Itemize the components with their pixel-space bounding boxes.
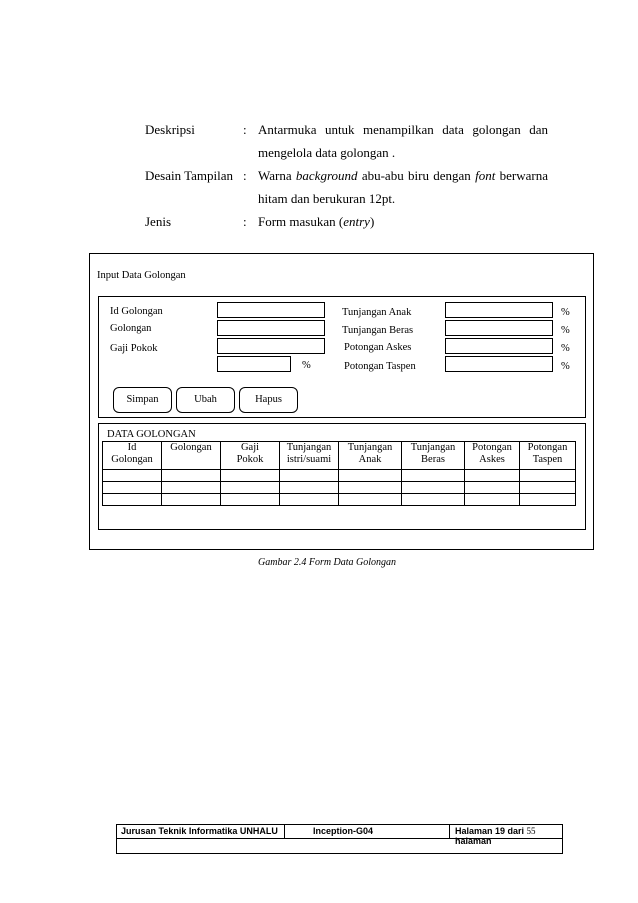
input-golongan[interactable] bbox=[217, 320, 325, 336]
header-potongan-taspen: Potongan Taspen bbox=[520, 442, 576, 470]
label-golongan: Golongan bbox=[110, 323, 152, 334]
figure-caption: Gambar 2.4 Form Data Golongan bbox=[258, 557, 397, 568]
percent-sign: % bbox=[561, 307, 570, 318]
percent-sign: % bbox=[561, 343, 570, 354]
input-gaji-pokok-percent[interactable] bbox=[217, 356, 291, 372]
edit-button[interactable]: Ubah bbox=[176, 387, 235, 413]
percent-sign: % bbox=[561, 361, 570, 372]
input-potongan-taspen[interactable] bbox=[445, 356, 553, 372]
percent-sign: % bbox=[302, 360, 311, 371]
desc-text-desain-line1: Warna background abu-abu biru dengan font berwarna bbox=[258, 168, 548, 183]
label-tunjangan-beras: Tunjangan Beras bbox=[342, 325, 414, 336]
desc-text-jenis: Form masukan (entry) bbox=[258, 214, 375, 229]
input-potongan-askes[interactable] bbox=[445, 338, 553, 354]
table-row[interactable] bbox=[103, 470, 576, 482]
input-tunjangan-anak[interactable] bbox=[445, 302, 553, 318]
header-golongan: Golongan bbox=[162, 442, 221, 470]
percent-sign: % bbox=[561, 325, 570, 336]
page-footer bbox=[116, 824, 563, 854]
footer-page-number: Halaman 19 dari 55 halaman bbox=[455, 826, 536, 846]
save-button[interactable]: Simpan bbox=[113, 387, 172, 413]
header-potongan-askes: Potongan Askes bbox=[465, 442, 520, 470]
desc-text-desain-line2: hitam dan berukuran 12pt. bbox=[258, 191, 396, 206]
label-id-golongan: Id Golongan bbox=[110, 306, 163, 317]
delete-button[interactable]: Hapus bbox=[239, 387, 298, 413]
header-id-golongan: Id Golongan bbox=[103, 442, 162, 470]
table-row[interactable] bbox=[103, 494, 576, 506]
desc-label-jenis: Jenis bbox=[145, 214, 171, 229]
footer-document-code: Inception-G04 bbox=[313, 826, 374, 836]
desc-label-desain: Desain Tampilan bbox=[145, 168, 234, 183]
desc-colon: : bbox=[243, 168, 247, 183]
table-row[interactable] bbox=[103, 482, 576, 494]
desc-colon: : bbox=[243, 122, 247, 137]
input-tunjangan-beras[interactable] bbox=[445, 320, 553, 336]
label-potongan-askes: Potongan Askes bbox=[344, 342, 412, 353]
label-gaji-pokok: Gaji Pokok bbox=[110, 343, 158, 354]
table-title: DATA GOLONGAN bbox=[107, 429, 196, 440]
form-title: Input Data Golongan bbox=[97, 270, 186, 281]
header-tunjangan-anak: Tunjangan Anak bbox=[339, 442, 402, 470]
header-gaji-pokok: Gaji Pokok bbox=[221, 442, 280, 470]
data-golongan-table bbox=[102, 441, 576, 506]
desc-label-deskripsi: Deskripsi bbox=[145, 122, 195, 137]
table-header-row bbox=[103, 442, 576, 470]
input-id-golongan[interactable] bbox=[217, 302, 325, 318]
label-potongan-taspen: Potongan Taspen bbox=[344, 361, 416, 372]
input-gaji-pokok[interactable] bbox=[217, 338, 325, 354]
header-tunjangan-beras: Tunjangan Beras bbox=[402, 442, 465, 470]
footer-department: Jurusan Teknik Informatika UNHALU bbox=[121, 826, 278, 836]
header-tunjangan-istri-suami: Tunjangan istri/suami bbox=[280, 442, 339, 470]
desc-colon: : bbox=[243, 214, 247, 229]
desc-text-deskripsi-line1: Antarmuka untuk menampilkan data golongan dan bbox=[258, 122, 548, 137]
desc-text-deskripsi-line2: mengelola data golongan . bbox=[258, 145, 396, 160]
label-tunjangan-anak: Tunjangan Anak bbox=[342, 307, 412, 318]
